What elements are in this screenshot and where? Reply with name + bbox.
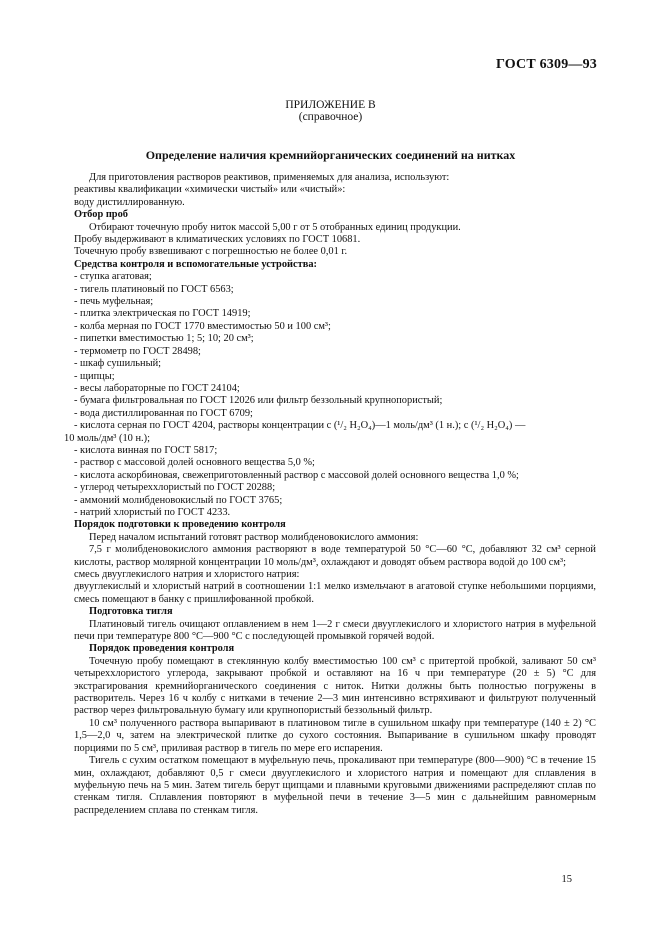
paragraph: реактивы квалификации «химически чистый» или «чистый»:: [74, 184, 346, 196]
subheading-procedure: Порядок проведения контроля: [89, 643, 235, 655]
paragraph: Точечную пробу взвешивают с погрешностью не более 0,01 г.: [74, 246, 348, 258]
paragraph: Для приготовления растворов реактивов, применяемых для анализа, используют:: [89, 172, 450, 183]
paragraph: смесь двууглекислого натрия и хлористого натрия:: [74, 569, 300, 580]
subheading-tools: Средства контроля и вспомогательные устройства:: [74, 258, 317, 270]
list-item: - колба мерная по ГОСТ 1770 вместимостью 50 и 100 см³;: [74, 320, 331, 332]
list-item-acid-cont: 10 моль/дм³ (10 н.);: [64, 432, 150, 444]
list-item: - шкаф сушильный;: [74, 358, 162, 370]
list-item: - раствор с массовой долей основного вещества 5,0 %;: [74, 457, 315, 469]
page-number: 15: [561, 874, 572, 885]
paragraph: Платиновый тигель очищают оплавлением в нем 1—2 г смеси двууглекислого и хлористого натрия в муфельной печи при температуре 800 °С—900 °С с последующей промывкой горячей водой.: [74, 618, 596, 643]
subheading-crucible: Подготовка тигля: [89, 606, 173, 618]
appendix-subtitle: (справочное): [298, 111, 363, 123]
section-heading: Определение наличия кремнийорганических соединений на нитках: [145, 148, 516, 162]
list-item: - углерод четыреххлористый по ГОСТ 20288;: [74, 482, 276, 494]
list-item: - ступка агатовая;: [74, 271, 152, 283]
list-item: - печь муфельная;: [74, 296, 154, 308]
list-item: - вода дистиллированная по ГОСТ 6709;: [74, 407, 253, 419]
document-body: [64, 172, 596, 817]
paragraph: Пробу выдерживают в климатических условиях по ГОСТ 10681.: [74, 234, 361, 246]
list-item: - щипцы;: [74, 370, 115, 382]
list-item: - бумага фильтровальная по ГОСТ 12026 или фильтр беззольный крупнопористый;: [74, 395, 443, 407]
list-item: - тигель платиновый по ГОСТ 6563;: [74, 283, 234, 295]
list-item-acid: - кислота серная по ГОСТ 4204, растворы концентрации c (¹/₂ H₂O₄)—1 моль/дм³ (1 н.); c (¹/₂ H₂O₄) —: [74, 420, 526, 432]
list-item: - термометр по ГОСТ 28498;: [74, 345, 201, 357]
subheading-sampling: Отбор проб: [74, 209, 128, 221]
paragraph: Перед началом испытаний готовят раствор молибденовокислого аммония:: [89, 531, 419, 543]
list-item: - плитка электрическая по ГОСТ 14919;: [74, 308, 251, 320]
list-item: - аммоний молибденовокислый по ГОСТ 3765;: [74, 494, 283, 506]
paragraph: воду дистиллированную.: [74, 196, 185, 208]
standard-number: ГОСТ 6309—93: [496, 57, 597, 72]
appendix-title-block: [0, 99, 661, 123]
list-item: - весы лабораторные по ГОСТ 24104;: [74, 382, 240, 394]
appendix-title: ПРИЛОЖЕНИЕ В: [285, 99, 376, 111]
paragraph: Тигель с сухим остатком помещают в муфельную печь, прокаливают при температуре (800—900) °С в течение 15 мин, охлаждают, добавляют 0,5 г смеси двууглекислого и хлористого натрия и помещают для сплавления в муфельную печь на 5 мин. Затем тигель берут щипцами и плавными круговыми движениями распределяют сплав по стенкам тигля. Сплавления повторяют в муфельной печи в течение 3—5 мин с дальнейшим равномерным распределением сплава по стенкам тигля.: [74, 755, 596, 816]
paragraph: 10 см³ полученного раствора выпаривают в платиновом тигле в сушильном шкафу при температуре (140 ± 2) °С 1,5—2,0 ч, затем на электрической плитке до сухого состояния. Выпаривание в сушильном шкафу проводят порциями по 5 см³, приливая раствор в тигель по мере его испарения.: [74, 717, 596, 754]
paragraph: Точечную пробу помещают в стеклянную колбу вместимостью 100 см³ с притертой пробкой, заливают 50 см³ четыреххлористого углерода, закрывают пробкой и оставляют на 16 ч при температуре (20 ± 5) °С для экстрагирования кремнийорганического соединения с ниток. Нитки должны быть полностью погружены в растворитель. Через 16 ч колбу с нитками в течение 2—3 мин интенсивно встряхивают и фильтруют полученный раствор через фильтровальную бумагу или крупнопористый беззольный фильтр.: [74, 655, 596, 717]
paragraph: Отбирают точечную пробу ниток массой 5,00 г от 5 отобранных единиц продукции.: [89, 221, 461, 233]
list-item: - пипетки вместимостью 1; 5; 10; 20 см³;: [74, 333, 254, 345]
subheading-preparation: Порядок подготовки к проведению контроля: [74, 519, 286, 531]
paragraph: 7,5 г молибденовокислого аммония растворяют в воде температурой 50 °С—60 °С, добавляют 32 см³ серной кислоты, раствор молярной концентрации 10 моль/дм³, охлаждают и доводят объем раствора водой до 100 см³;: [74, 544, 596, 568]
list-item: - кислота аскорбиновая, свежеприготовленный раствор с массовой долей основного вещества 1,0 %;: [74, 469, 519, 481]
list-item: - натрий хлористый по ГОСТ 4233.: [74, 506, 231, 518]
list-item: - кислота винная по ГОСТ 5817;: [74, 444, 218, 456]
paragraph: двууглекислый и хлористый натрий в соотношении 1:1 мелко измельчают в агатовой ступке небольшими порциями, смесь помещают в банку с пришлифованной пробкой.: [74, 581, 596, 605]
